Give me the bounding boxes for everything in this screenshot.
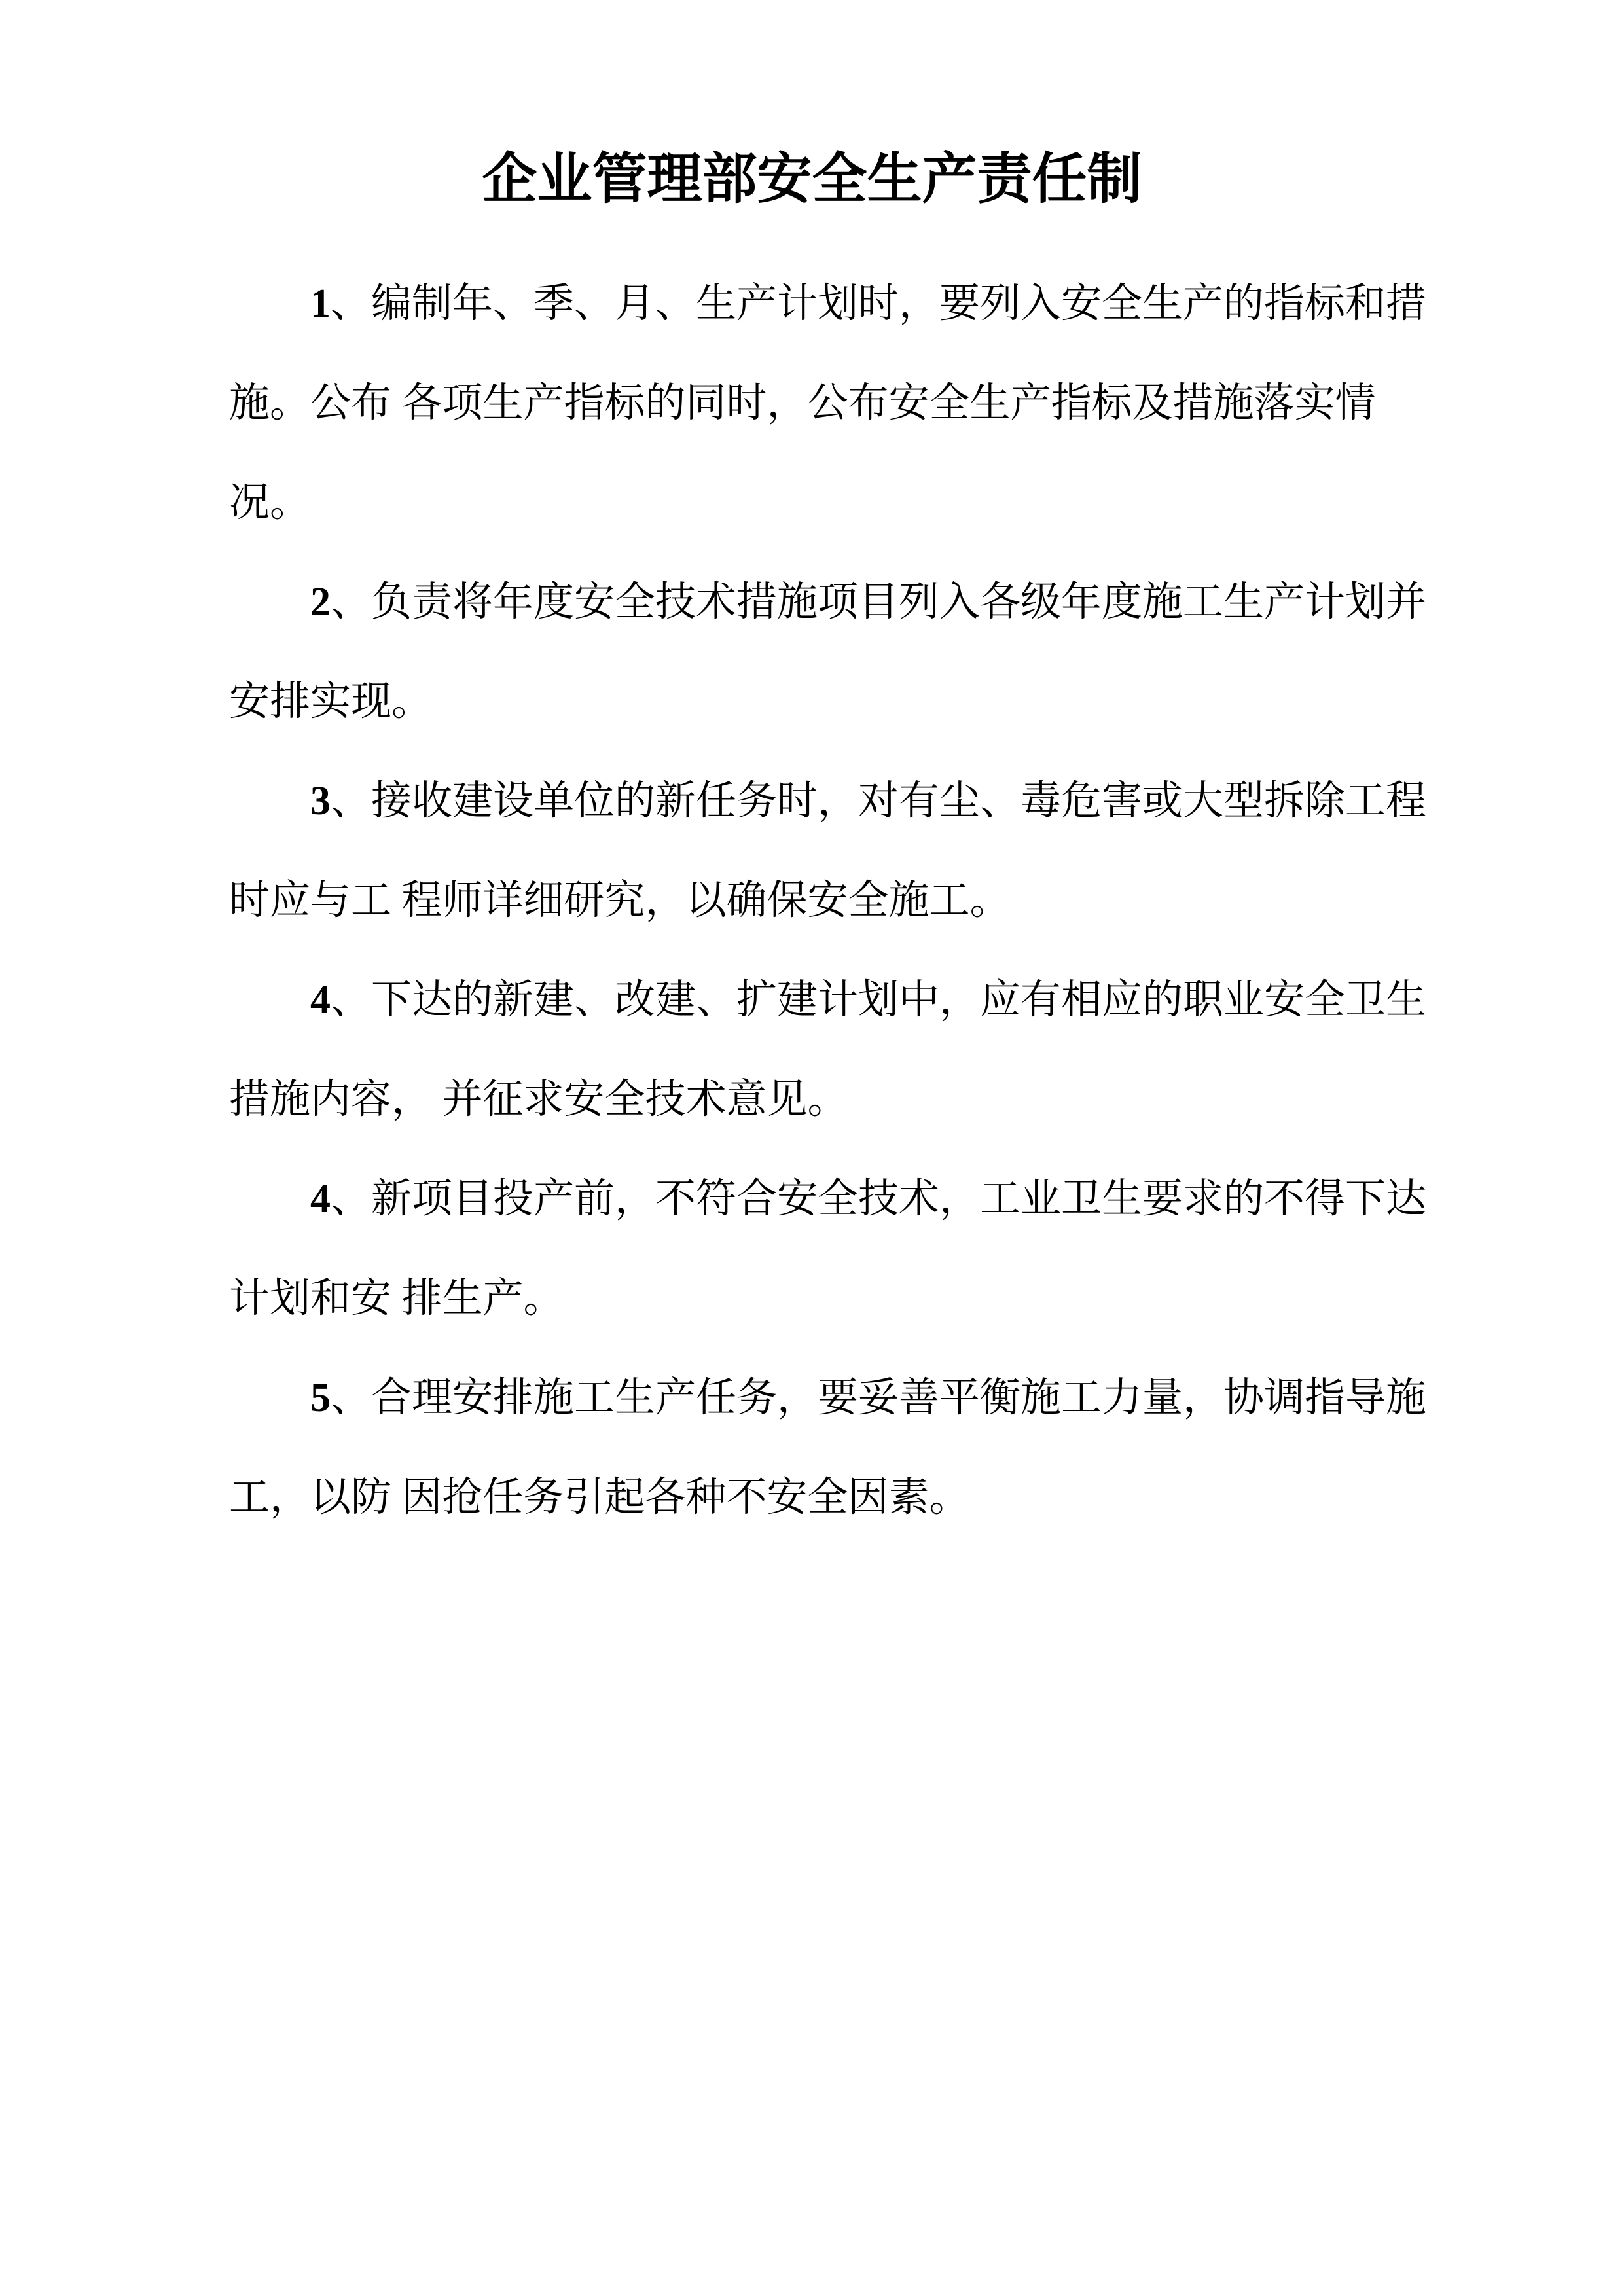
paragraph (229, 751, 1427, 950)
paragraph-number: 5 (310, 1376, 331, 1420)
paragraph (229, 1348, 1427, 1547)
paragraph-line: 施。公布 各项生产指标的同时，公布安全生产指标及措施落实情 (229, 381, 1376, 425)
paragraph-line: 措施内容， 并征求安全技术意见。 (229, 1077, 848, 1122)
paragraph-first-line: 1、编制年、季、月、生产计划时，要列入安全生产的指标和措 (310, 281, 1427, 326)
paragraph-line: 工，以防 因抢任务引起各种不安全因素。 (229, 1475, 970, 1520)
paragraph-line: 况。 (229, 480, 311, 525)
paragraph-number: 1 (310, 281, 331, 326)
paragraph-line: 计划和安 排生产。 (229, 1276, 564, 1321)
paragraph-line: 时应与工 程师详细研究，以确保安全施工。 (229, 878, 1011, 923)
paragraph-first-line: 5、合理安排施工生产任务，要妥善平衡施工力量，协调指导施 (310, 1376, 1427, 1420)
paragraph-number: 4 (310, 1177, 331, 1221)
paragraph (229, 552, 1427, 751)
paragraph (229, 950, 1427, 1149)
paragraph-number: 3 (310, 779, 331, 823)
paragraph (229, 1149, 1427, 1348)
paragraph (229, 254, 1427, 552)
paragraph-number: 2 (310, 580, 331, 624)
document-body (229, 254, 1427, 1547)
paragraph-first-line: 3、接收建设单位的新任务时，对有尘、毒危害或大型拆除工程 (310, 779, 1427, 823)
paragraph-first-line: 4、新项目投产前，不符合安全技术，工业卫生要求的不得下达 (310, 1177, 1427, 1221)
paragraph-line: 安排实现。 (229, 679, 433, 724)
paragraph-first-line: 2、负责将年度安全技术措施项目列入各级年度施工生产计划并 (310, 580, 1427, 624)
paragraph-number: 4 (310, 978, 331, 1022)
document-title: 企业管理部安全生产责任制 (482, 149, 1142, 210)
paragraph-first-line: 4、下达的新建、改建、扩建计划中，应有相应的职业安全卫生 (310, 978, 1427, 1022)
